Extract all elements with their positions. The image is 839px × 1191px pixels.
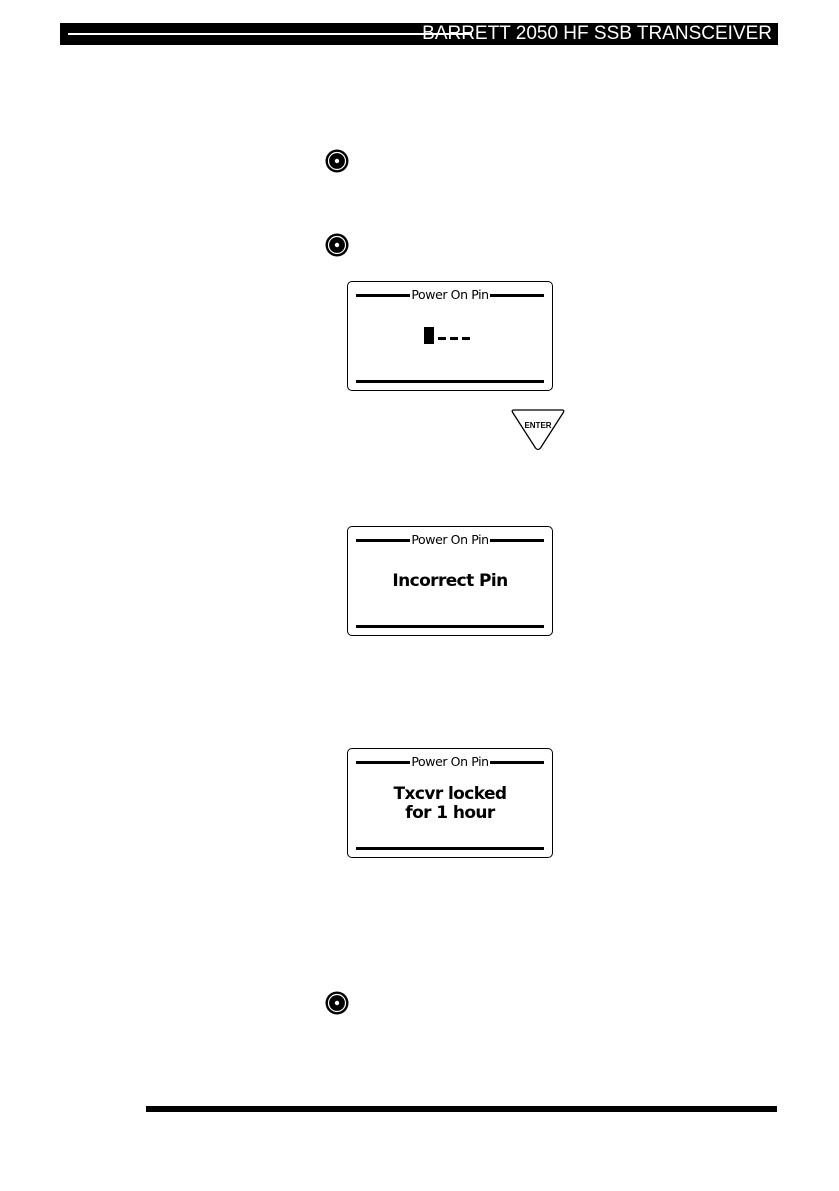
lcd-bottom-line [356,847,544,850]
page-header [60,23,778,45]
lcd-message: Incorrect Pin [392,571,508,591]
enter-key-label: ENTER [524,421,552,430]
footer-rule [146,1106,777,1112]
page-title: BARRETT 2050 HF SSB TRANSCEIVER [422,23,772,44]
pin-digit-placeholder [462,337,470,340]
enter-key-icon [510,408,566,452]
lcd-title: Power On Pin [411,532,489,547]
lcd-bottom-line [356,380,544,383]
lcd-screen-locked [347,748,553,858]
lcd-message-line2: for 1 hour [405,803,495,823]
pin-digit-placeholder [438,337,446,340]
pin-digit-placeholder [450,337,458,340]
lcd-message-line1: Txcvr locked [393,784,507,804]
knob-icon [324,148,350,174]
lcd-title: Power On Pin [411,287,489,302]
header-rule [68,33,472,35]
knob-icon [324,990,350,1016]
pin-cursor [424,327,434,344]
lcd-screen-incorrect-pin [347,526,553,636]
lcd-bottom-line [356,625,544,628]
lcd-title: Power On Pin [411,754,489,769]
knob-icon [324,232,350,258]
lcd-screen-pin-entry [347,281,553,391]
